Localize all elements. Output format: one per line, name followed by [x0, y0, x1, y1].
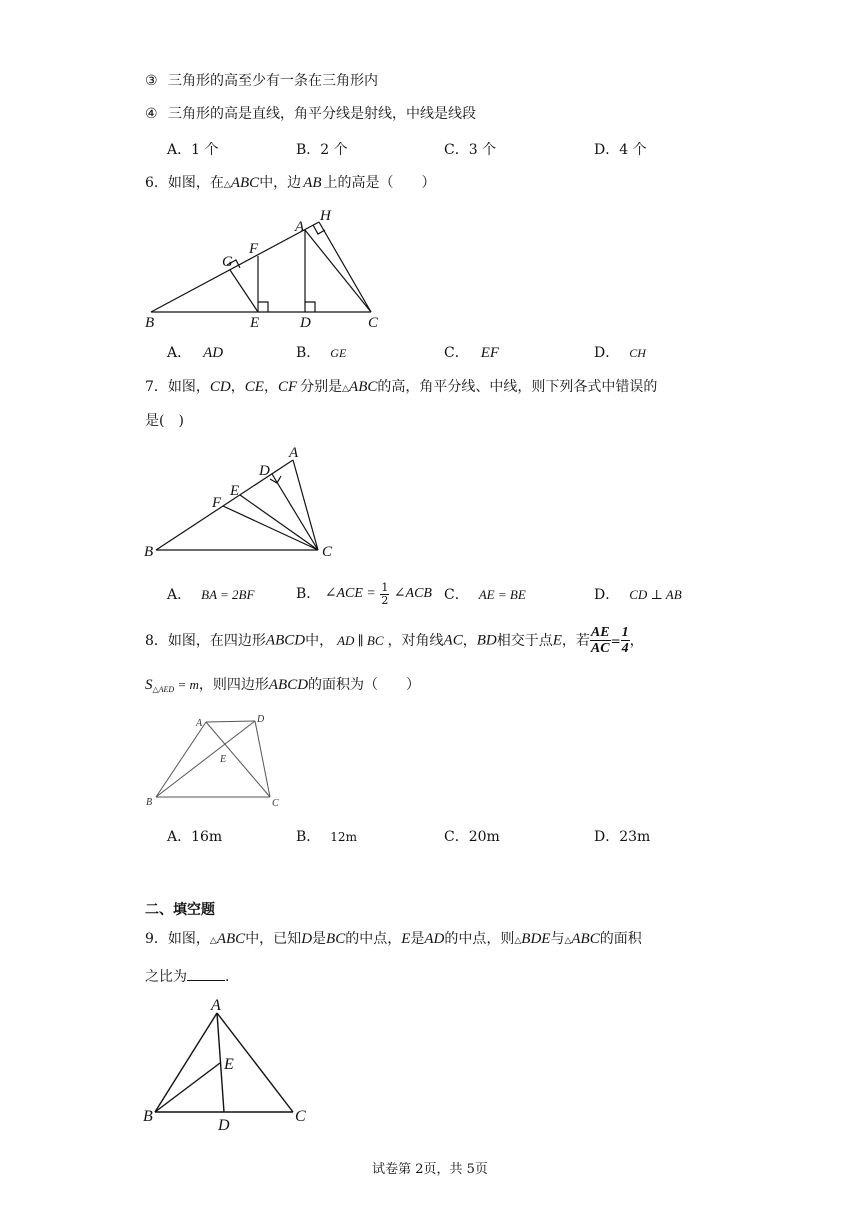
q9-label-b: B: [143, 1108, 153, 1125]
section-title: 二、填空题: [145, 902, 215, 918]
statement-3-number: ③: [145, 73, 158, 89]
q6-label-h: H: [320, 208, 331, 224]
q9-label-c: C: [295, 1108, 306, 1125]
q7-label-d: D: [259, 463, 270, 479]
q8-label-c: C: [272, 798, 279, 809]
statement-4-number: ④: [145, 106, 158, 122]
page-footer: 试卷第 2页，共 5页: [372, 1162, 488, 1177]
q7-stem-line1: 7．如图，CD，CE，CF 分别是△ABC的高，角平分线、中线，则下列各式中错误的: [145, 379, 658, 395]
q9-line-ab: [155, 1013, 217, 1112]
q6-label-c: C: [368, 315, 379, 331]
q8-label-a: A: [196, 718, 203, 729]
q8-option-b[interactable]: B． 12m: [296, 829, 357, 845]
q9-stem-line2: 之比为 .: [145, 966, 229, 984]
q8-option-d[interactable]: D．23m: [594, 829, 651, 845]
q8-option-a[interactable]: A．16m: [167, 829, 223, 845]
q7-option-b[interactable]: B． ∠ACE = $\frac{1}{2}$ ∠ACB: [296, 581, 432, 607]
q7-label-c: C: [322, 544, 333, 560]
q6-option-d[interactable]: D． CH: [594, 345, 646, 361]
q7-option-a[interactable]: A． BA = 2BF: [167, 587, 255, 603]
q6-label-b: B: [145, 315, 155, 331]
q6-label-g: G: [222, 254, 233, 270]
q7-option-d[interactable]: D． CD ⊥ AB: [594, 587, 682, 603]
q6-label-d: D: [300, 315, 311, 331]
q7-label-b: B: [144, 544, 154, 560]
q9-line-be: [155, 1063, 220, 1112]
q6-option-c[interactable]: C． EF: [444, 345, 500, 361]
q9-label-e: E: [224, 1056, 234, 1073]
q5-option-a[interactable]: A．1 个: [167, 142, 219, 158]
q5-option-b[interactable]: B．2 个: [296, 142, 348, 158]
q6-label-e: E: [250, 315, 260, 331]
q6-stem: 6．如图，在△ABC中，边 AB 上的高是（ ）: [145, 175, 436, 191]
statement-4-text: 三角形的高是直线，角平分线是射线，中线是线段: [168, 106, 477, 122]
q9-label-a: A: [211, 997, 221, 1014]
statement-3-text: 三角形的高至少有一条在三角形内: [168, 73, 379, 89]
q8-stem-line2: $S_{\triangle AED} = m$，则四边形ABCD的面积为（ ）: [145, 677, 421, 694]
q8-label-d: D: [257, 714, 265, 725]
q7-label-e: E: [230, 483, 240, 499]
q8-stem-line1: 8．如图，在四边形ABCD中， AD ∥ BC ，对角线AC，BD相交于点E，若 $\frac{AE}{AC}$ = $\frac{1}{4}$ ，: [145, 625, 644, 657]
q6-label-f: F: [249, 241, 259, 257]
q7-label-f: F: [212, 495, 222, 511]
q8-option-c[interactable]: C．20m: [444, 829, 500, 845]
q9-stem-line1: 9．如图，△ABC中，已知D是BC的中点，E是AD的中点，则△BDE与△ABC的面积: [145, 931, 642, 947]
q8-label-e: E: [220, 754, 227, 765]
q7-stem-line2: 是( ): [145, 413, 184, 429]
q6-option-a[interactable]: A． AD: [167, 345, 224, 361]
q7-option-c[interactable]: C． AE = BE: [444, 587, 526, 603]
q9-line-ad: [217, 1013, 224, 1112]
q8-label-b: B: [146, 797, 153, 808]
q6-label-a: A: [295, 219, 305, 235]
q5-option-c[interactable]: C．3 个: [444, 142, 497, 158]
q6-option-b[interactable]: B． GE: [296, 345, 347, 361]
q5-option-d[interactable]: D．4 个: [594, 142, 647, 158]
q7-label-a: A: [289, 445, 299, 461]
q9-label-d: D: [218, 1117, 230, 1134]
